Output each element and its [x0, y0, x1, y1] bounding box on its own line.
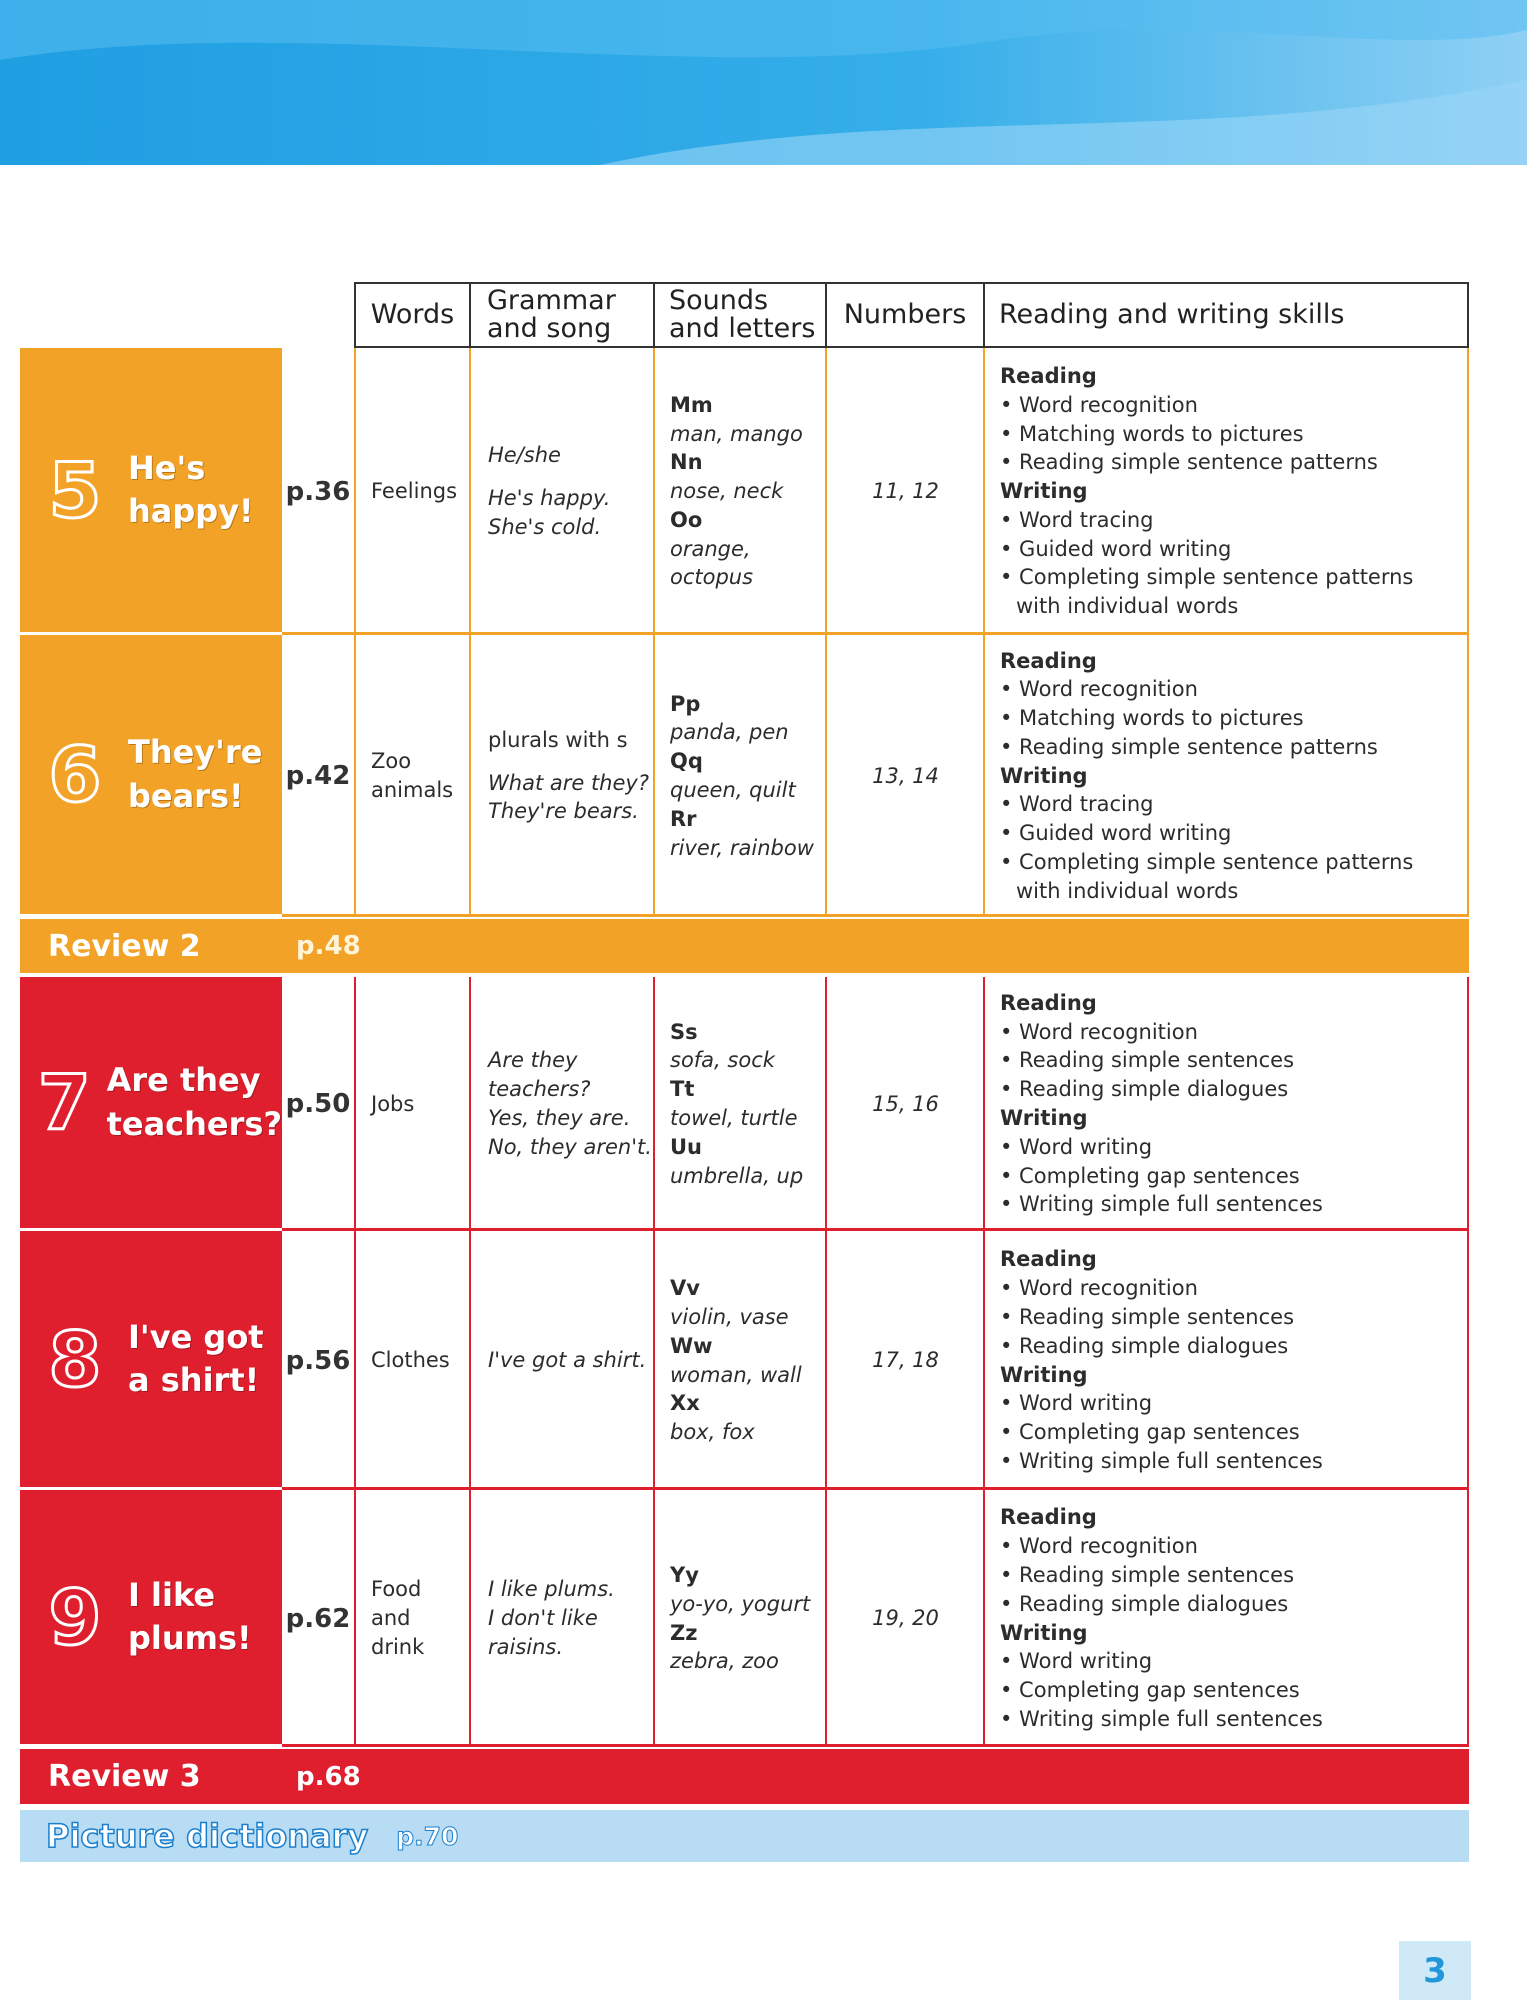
- unit-grammar: [472, 1231, 653, 1490]
- skill-item: • Word writing: [1000, 1134, 1153, 1159]
- column-divider: [825, 977, 827, 1228]
- grammar-line: plurals with s: [488, 727, 628, 752]
- dictionary-page: p.70: [396, 1821, 459, 1851]
- skill-item: • Writing simple full sentences: [1000, 1706, 1323, 1731]
- skill-item: • Guided word writing: [1000, 821, 1232, 846]
- skill-item: with individual words: [1016, 594, 1239, 619]
- column-divider: [469, 1490, 471, 1744]
- unit-words: [357, 1231, 469, 1490]
- unit-numbers: [828, 1490, 983, 1747]
- example-words: umbrella, up: [670, 1163, 804, 1188]
- unit-grammar: [472, 977, 653, 1231]
- unit-title: [128, 731, 262, 817]
- unit-title: [107, 1059, 282, 1145]
- letter-pair: Nn: [670, 450, 703, 475]
- skill-item: • Completing gap sentences: [1000, 1420, 1300, 1445]
- grammar-line: I don't like: [488, 1606, 598, 1631]
- review-3-row: [20, 1749, 1469, 1804]
- unit-title-line: They're: [128, 733, 263, 772]
- unit-skills: [986, 635, 1469, 917]
- unit-page: p.36: [285, 476, 351, 507]
- example-words: orange,: [670, 536, 751, 561]
- unit-title: [128, 1574, 252, 1660]
- example-words: nose, neck: [670, 479, 784, 504]
- column-divider: [354, 348, 356, 632]
- grammar-line: They're bears.: [488, 799, 639, 824]
- dictionary-title: Picture dictionary: [46, 1817, 369, 1855]
- header-skills: Reading and writing skills: [983, 282, 1469, 348]
- column-divider: [983, 1231, 985, 1487]
- column-divider: [825, 348, 827, 632]
- example-words: towel, turtle: [670, 1106, 798, 1130]
- skill-heading: Reading: [1000, 990, 1097, 1015]
- skill-item: • Word recognition: [1000, 1276, 1198, 1301]
- word-line: Food: [371, 1577, 422, 1602]
- letter-pair: Rr: [670, 806, 697, 831]
- unit-grammar: [472, 348, 653, 635]
- column-divider: [653, 1490, 655, 1744]
- skill-item: • Word writing: [1000, 1391, 1153, 1416]
- example-words: box, fox: [670, 1420, 755, 1445]
- skill-heading: Writing: [1000, 1106, 1088, 1130]
- unit-numbers: [828, 635, 983, 917]
- skill-item: • Reading simple sentences: [1000, 1048, 1295, 1073]
- numbers-value: 11, 12: [872, 479, 939, 504]
- grammar-line: Are they: [488, 1048, 578, 1073]
- unit-page: p.56: [285, 1345, 351, 1376]
- word-line: and: [371, 1606, 411, 1631]
- letter-pair: Oo: [670, 507, 703, 532]
- unit-words: [357, 1490, 469, 1747]
- column-divider: [354, 1490, 356, 1744]
- letter-pair: Ss: [670, 1019, 698, 1044]
- unit-skills: [986, 348, 1469, 635]
- skill-item: • Matching words to pictures: [1000, 421, 1304, 446]
- column-divider: [653, 977, 655, 1228]
- column-divider: [653, 348, 655, 632]
- grammar-line: What are they?: [488, 770, 649, 795]
- example-words: queen, quilt: [670, 778, 796, 802]
- column-divider: [825, 1490, 827, 1744]
- unit-label-6: [20, 635, 282, 914]
- skill-heading: Reading: [1000, 364, 1097, 389]
- unit-sounds: [656, 1231, 825, 1490]
- letter-pair: Qq: [670, 749, 703, 774]
- picture-dictionary-row: [20, 1810, 1469, 1862]
- example-words: zebra, zoo: [670, 1649, 779, 1674]
- example-words: river, rainbow: [670, 835, 814, 860]
- unit-title-line: happy!: [128, 492, 254, 530]
- letter-pair: Vv: [670, 1276, 700, 1301]
- unit-number: 6: [48, 730, 102, 819]
- unit-title-line: I've got: [128, 1317, 264, 1356]
- header-grammar: Grammar and song: [469, 282, 653, 348]
- grammar-line: I like plums.: [488, 1577, 615, 1602]
- skill-item: • Reading simple dialogues: [1000, 1077, 1289, 1102]
- letter-pair: Zz: [670, 1620, 698, 1645]
- skill-item: • Reading simple dialogues: [1000, 1591, 1289, 1616]
- numbers-value: 15, 16: [872, 1091, 939, 1116]
- column-divider: [469, 635, 471, 914]
- unit-skills: [986, 977, 1469, 1231]
- skill-item: • Writing simple full sentences: [1000, 1448, 1323, 1473]
- unit-title-line: teachers?: [106, 1104, 282, 1143]
- unit-title: [128, 1316, 264, 1402]
- skill-item: • Matching words to pictures: [1000, 706, 1304, 731]
- top-banner: [0, 0, 1527, 165]
- skill-heading: Writing: [1000, 1620, 1088, 1645]
- column-divider: [354, 635, 356, 914]
- review-title: Review 3: [48, 1759, 201, 1794]
- column-divider: [653, 1231, 655, 1487]
- grammar-line: She's cold.: [488, 514, 602, 539]
- skill-item: • Word tracing: [1000, 792, 1154, 817]
- word-line: animals: [371, 778, 454, 802]
- column-divider: [983, 1490, 985, 1744]
- letter-pair: Xx: [670, 1391, 700, 1416]
- skill-item: • Word writing: [1000, 1649, 1153, 1674]
- unit-number: 9: [48, 1572, 102, 1662]
- unit-number: 5: [48, 445, 102, 535]
- skill-item: • Reading simple dialogues: [1000, 1333, 1289, 1358]
- header-sounds: Sounds and letters: [653, 282, 825, 348]
- word-line: drink: [371, 1634, 425, 1659]
- unit-skills: [986, 1490, 1469, 1747]
- column-divider: [354, 1231, 356, 1487]
- header-words: Words: [354, 282, 469, 348]
- numbers-value: 19, 20: [872, 1606, 939, 1631]
- grammar-line: raisins.: [488, 1634, 564, 1659]
- unit-page: p.50: [285, 1089, 351, 1119]
- skill-item: • Completing simple sentence patterns: [1000, 565, 1414, 590]
- column-divider: [983, 348, 985, 632]
- grammar-line: [488, 470, 610, 484]
- unit-sounds: [656, 348, 825, 635]
- skill-item: • Reading simple sentence patterns: [1000, 734, 1378, 759]
- skill-heading: Writing: [1000, 479, 1088, 504]
- grammar-line: He/she: [488, 443, 561, 468]
- column-divider: [469, 977, 471, 1228]
- skill-heading: Writing: [1000, 763, 1088, 788]
- word-line: Zoo: [371, 749, 412, 774]
- unit-numbers: [828, 348, 983, 635]
- unit-words: [357, 635, 469, 917]
- unit-label-8: [20, 1231, 282, 1487]
- letter-pair: Tt: [670, 1077, 695, 1102]
- unit-title-line: plums!: [128, 1619, 252, 1657]
- unit-label-7: [20, 977, 282, 1228]
- example-words: sofa, sock: [670, 1048, 775, 1073]
- skill-item: • Guided word writing: [1000, 536, 1232, 561]
- unit-sounds: [656, 977, 825, 1231]
- page-number: 3: [1399, 1941, 1471, 2000]
- column-divider: [825, 1231, 827, 1487]
- column-divider: [469, 348, 471, 632]
- unit-number: 7: [37, 1058, 91, 1147]
- letter-pair: Uu: [670, 1134, 703, 1159]
- unit-number: 8: [48, 1314, 102, 1404]
- grammar-line: He's happy.: [488, 486, 611, 511]
- unit-sounds: [656, 635, 825, 917]
- skill-item: • Writing simple full sentences: [1000, 1192, 1323, 1217]
- letter-pair: Pp: [670, 691, 701, 716]
- skill-item: • Word recognition: [1000, 392, 1198, 417]
- unit-title-line: I like: [128, 1575, 216, 1614]
- column-divider: [653, 635, 655, 914]
- skill-item: • Word recognition: [1000, 1019, 1198, 1044]
- grammar-line: [488, 755, 649, 769]
- numbers-value: 13, 14: [872, 763, 939, 788]
- unit-label-9: [20, 1490, 282, 1744]
- column-divider: [825, 635, 827, 914]
- review-title: Review 2: [48, 928, 201, 964]
- skill-item: • Word tracing: [1000, 507, 1154, 532]
- unit-label-5: [20, 348, 282, 632]
- skill-item: • Reading simple sentences: [1000, 1562, 1295, 1587]
- word-line: Feelings: [371, 479, 458, 504]
- review-2-row: [20, 919, 1469, 973]
- example-words: man, mango: [670, 421, 803, 446]
- unit-words: [357, 977, 469, 1231]
- column-divider: [469, 1231, 471, 1487]
- example-words: woman, wall: [670, 1362, 802, 1387]
- skill-item: • Reading simple sentences: [1000, 1304, 1295, 1329]
- unit-sounds: [656, 1490, 825, 1747]
- skill-item: • Reading simple sentence patterns: [1000, 450, 1378, 475]
- unit-grammar: [472, 635, 653, 917]
- letter-pair: Mm: [670, 392, 713, 417]
- grammar-line: Yes, they are.: [488, 1106, 631, 1130]
- grammar-line: No, they aren't.: [488, 1134, 652, 1159]
- skill-item: • Completing gap sentences: [1000, 1163, 1300, 1188]
- unit-page: p.62: [285, 1603, 351, 1634]
- skill-item: • Completing gap sentences: [1000, 1678, 1300, 1703]
- skill-item: with individual words: [1016, 878, 1239, 903]
- example-words: yo-yo, yogurt: [670, 1591, 811, 1616]
- unit-page: p.42: [285, 761, 351, 791]
- example-words: violin, vase: [670, 1304, 789, 1329]
- grammar-line: I've got a shirt.: [488, 1348, 647, 1373]
- letter-pair: Ww: [670, 1333, 713, 1358]
- review-page: p.48: [296, 931, 361, 961]
- column-divider: [354, 977, 356, 1228]
- skill-item: • Word recognition: [1000, 1534, 1198, 1559]
- grammar-line: teachers?: [488, 1077, 591, 1102]
- unit-numbers: [828, 1231, 983, 1490]
- unit-skills: [986, 1231, 1469, 1490]
- example-words: panda, pen: [670, 720, 789, 745]
- numbers-value: 17, 18: [872, 1348, 939, 1373]
- skill-heading: Reading: [1000, 1505, 1097, 1530]
- unit-words: [357, 348, 469, 635]
- unit-title-line: Are they: [106, 1061, 261, 1100]
- skill-item: • Completing simple sentence patterns: [1000, 849, 1414, 874]
- word-line: Clothes: [371, 1348, 450, 1373]
- unit-title-line: He's: [128, 448, 206, 487]
- skill-item: • Word recognition: [1000, 677, 1198, 702]
- column-divider: [983, 635, 985, 914]
- header-numbers: Numbers: [825, 282, 983, 348]
- letter-pair: Yy: [670, 1562, 699, 1587]
- skill-heading: Reading: [1000, 648, 1097, 673]
- unit-title-line: a shirt!: [128, 1361, 260, 1399]
- unit-title-line: bears!: [128, 776, 244, 815]
- unit-numbers: [828, 977, 983, 1231]
- column-divider: [983, 977, 985, 1228]
- unit-grammar: [472, 1490, 653, 1747]
- review-page: p.68: [296, 1761, 361, 1792]
- skill-heading: Writing: [1000, 1362, 1088, 1387]
- word-line: Jobs: [371, 1091, 415, 1116]
- example-words: octopus: [670, 565, 754, 590]
- unit-title: [128, 447, 254, 533]
- skill-heading: Reading: [1000, 1247, 1097, 1272]
